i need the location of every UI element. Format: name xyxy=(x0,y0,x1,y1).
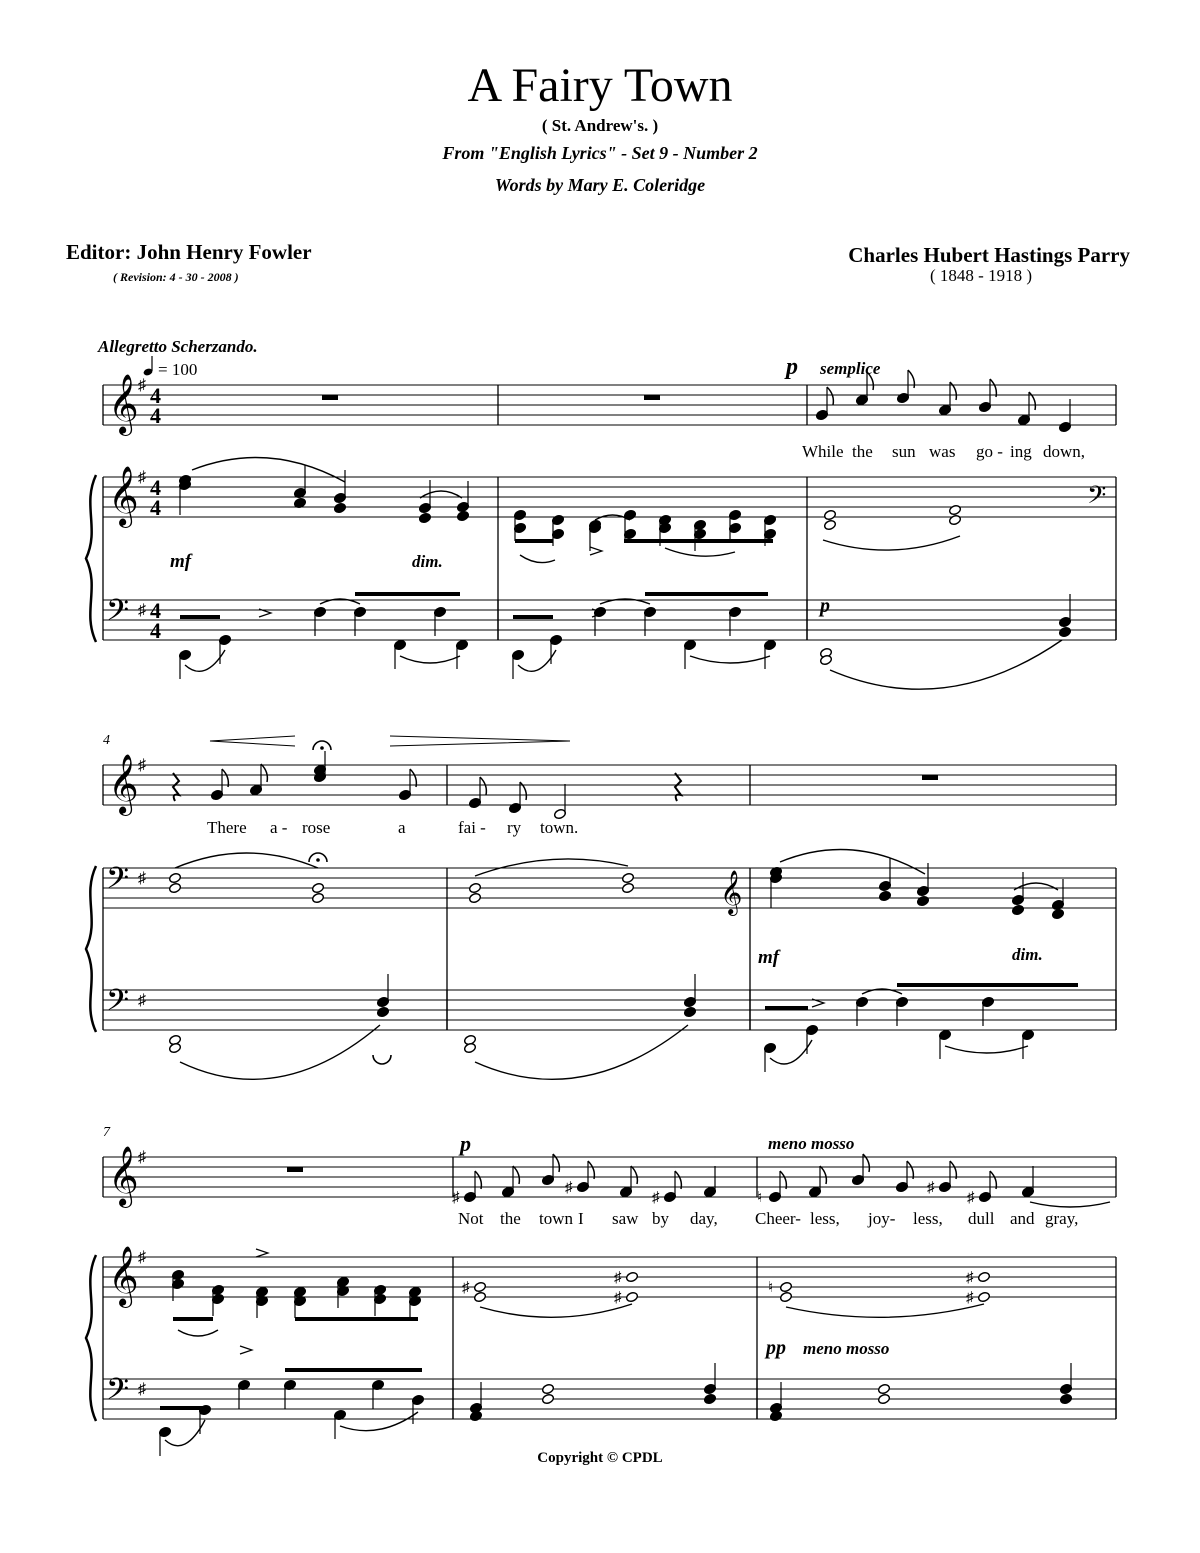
note-head xyxy=(168,1042,181,1054)
note-head xyxy=(916,895,929,907)
slur xyxy=(185,650,225,671)
lyric-syllable: the xyxy=(852,442,873,461)
dynamic-p: p xyxy=(786,354,798,380)
whole-rest xyxy=(322,395,338,400)
quarter-rest xyxy=(675,773,681,801)
lyric-syllable: gray, xyxy=(1045,1209,1079,1228)
diminuendo-hairpin xyxy=(390,736,570,746)
lyric-syllable: dull xyxy=(968,1209,995,1228)
note-head xyxy=(769,1410,782,1422)
note-head xyxy=(418,512,431,524)
slur xyxy=(340,1412,418,1431)
voice-staff xyxy=(103,736,1116,820)
time-signature-bottom: 4 xyxy=(150,618,161,643)
note-head xyxy=(877,1393,890,1405)
note-head xyxy=(1059,1393,1072,1405)
fermata-dot xyxy=(320,746,324,750)
slur xyxy=(830,640,1062,689)
accidental: ♯ xyxy=(452,1190,460,1206)
note-flag xyxy=(261,764,267,782)
note-flag xyxy=(990,1171,996,1189)
note-head xyxy=(333,502,346,514)
composer-name: Charles Hubert Hastings Parry xyxy=(848,243,1130,267)
piano-upper-staff xyxy=(86,1246,1116,1421)
lyric-syllable: down, xyxy=(1043,442,1086,461)
note-head xyxy=(621,872,634,884)
note-head xyxy=(625,1271,638,1283)
composer-years: ( 1848 - 1918 ) xyxy=(930,266,1032,285)
treble-clef: 𝄞 xyxy=(108,1148,139,1205)
lyric-syllable: a - xyxy=(270,818,288,837)
source-line: From "English Lyrics" - Set 9 - Number 2 xyxy=(442,143,758,163)
slur xyxy=(192,458,345,483)
time-signature-top: 4 xyxy=(150,383,161,408)
slur xyxy=(475,859,628,876)
note-head xyxy=(473,1281,486,1293)
note-flag xyxy=(631,1166,637,1184)
note-head xyxy=(948,514,961,526)
note-head xyxy=(977,1271,990,1283)
note-head xyxy=(823,519,836,531)
measure-number: 4 xyxy=(103,733,110,748)
note-flag xyxy=(990,379,996,397)
bass-clef: 𝄢 xyxy=(106,1373,130,1413)
piano-lower-staff xyxy=(103,974,1116,1079)
key-signature-sharp: ♯ xyxy=(138,1249,146,1266)
bass-clef: 𝄢 xyxy=(106,594,130,634)
expression-meno-mosso: meno mosso xyxy=(803,1339,890,1358)
lyricist-line: Words by Mary E. Coleridge xyxy=(494,175,706,195)
note-head xyxy=(948,504,961,516)
bass-clef: 𝄢 xyxy=(106,862,130,902)
note-flag xyxy=(907,1161,913,1179)
quarter-rest xyxy=(173,773,179,801)
note-head xyxy=(977,1291,990,1303)
lyrics-line xyxy=(207,818,578,837)
note-flag xyxy=(675,1171,681,1189)
note-flag xyxy=(588,1161,594,1179)
note-head xyxy=(541,1393,554,1405)
slur xyxy=(823,536,960,550)
piano-lower-staff xyxy=(103,594,1116,689)
key-signature-sharp: ♯ xyxy=(138,870,146,887)
note-head xyxy=(779,1281,792,1293)
key-signature-sharp: ♯ xyxy=(138,1149,146,1166)
note-flag xyxy=(827,387,833,405)
note-flag xyxy=(410,769,416,787)
note-head xyxy=(683,1006,696,1018)
lyric-syllable: I xyxy=(578,1209,584,1228)
lyric-syllable: sun xyxy=(892,442,916,461)
svg-text:= 100: = 100 xyxy=(158,360,198,379)
note-head xyxy=(877,1383,890,1395)
note-head xyxy=(621,882,634,894)
lyric-syllable: joy- xyxy=(868,1209,896,1228)
lyric-syllable: There xyxy=(207,818,247,837)
slur xyxy=(690,656,770,663)
note-flag xyxy=(513,1166,519,1184)
expression-semplice: semplice xyxy=(820,359,881,378)
piano-brace xyxy=(86,866,96,1032)
lyric-syllable: less, xyxy=(913,1209,943,1228)
accidental: ♯ xyxy=(966,1290,974,1306)
note-head xyxy=(463,1042,476,1054)
note-head xyxy=(168,882,181,894)
system-2 xyxy=(86,733,1116,1079)
slur xyxy=(780,850,925,875)
note-head xyxy=(541,1383,554,1395)
lyric-syllable: by xyxy=(652,1209,669,1228)
copyright-notice: Copyright © CPDL xyxy=(537,1450,663,1466)
accent xyxy=(590,547,602,555)
treble-clef-change: 𝄞 xyxy=(720,872,743,914)
whole-rest xyxy=(287,1167,303,1172)
accidental: ♯ xyxy=(652,1190,660,1206)
lyrics-line xyxy=(458,1209,1078,1228)
piano-upper-staff xyxy=(86,850,1116,1033)
fermata-below xyxy=(373,1055,391,1064)
revision-date: ( Revision: 4 - 30 - 2008 ) xyxy=(113,270,239,284)
note-head xyxy=(376,1006,389,1018)
slur xyxy=(400,656,460,663)
note-flag xyxy=(222,769,228,787)
slur xyxy=(480,1304,632,1317)
slur xyxy=(786,1304,984,1317)
lyric-syllable: and xyxy=(1010,1209,1035,1228)
note-head xyxy=(311,892,324,904)
key-signature-sharp: ♯ xyxy=(138,602,146,619)
system-1 xyxy=(86,354,1116,689)
key-signature-sharp: ♯ xyxy=(138,757,146,774)
crescendo-hairpin xyxy=(210,736,295,746)
note-head xyxy=(1051,908,1064,920)
accidental: ♯ xyxy=(927,1180,935,1196)
lyric-syllable: Not xyxy=(458,1209,484,1228)
slur xyxy=(1014,883,1058,890)
dynamic-p: p xyxy=(460,1131,471,1156)
treble-clef: 𝄞 xyxy=(108,1248,139,1305)
treble-clef: 𝄞 xyxy=(108,756,139,813)
song-title: A Fairy Town xyxy=(467,59,733,112)
slur xyxy=(770,1040,812,1064)
note-head xyxy=(625,1291,638,1303)
key-signature-sharp: ♯ xyxy=(138,1381,146,1398)
lyric-syllable: fai - xyxy=(458,818,486,837)
dynamic-mf: mf xyxy=(170,551,192,572)
accent xyxy=(240,1346,252,1354)
note-head xyxy=(168,872,181,884)
voice-staff xyxy=(103,1146,1116,1208)
dynamic-pp: pp xyxy=(766,1337,786,1359)
slur xyxy=(175,853,318,868)
note-head xyxy=(878,890,891,902)
note-head xyxy=(779,1291,792,1303)
fermata-dot xyxy=(316,858,320,862)
note-flag xyxy=(820,1166,826,1184)
accidental: ♯ xyxy=(462,1280,470,1296)
song-subtitle: ( St. Andrew's. ) xyxy=(541,116,659,135)
lyric-syllable: saw xyxy=(612,1209,639,1228)
whole-rest xyxy=(644,395,660,400)
slur xyxy=(180,1025,380,1079)
slur xyxy=(665,548,735,556)
slur xyxy=(1030,1202,1110,1207)
accidental: ♮ xyxy=(757,1190,763,1206)
note-head xyxy=(468,882,481,894)
slur xyxy=(178,1330,218,1336)
note-flag xyxy=(950,1161,956,1179)
piano-brace xyxy=(86,475,96,642)
accidental: ♯ xyxy=(967,1190,975,1206)
slur xyxy=(945,1046,1028,1053)
accent xyxy=(256,1249,268,1257)
lyric-syllable: Cheer- xyxy=(755,1209,801,1228)
lyric-syllable: a xyxy=(398,818,406,837)
slur xyxy=(520,555,555,563)
piano-lower-staff xyxy=(103,1346,1116,1456)
lyric-syllable: town. xyxy=(540,818,579,837)
accidental: ♯ xyxy=(614,1270,622,1286)
dynamic-dim: dim. xyxy=(1012,945,1043,964)
time-signature-bottom: 4 xyxy=(150,495,161,520)
time-signature-top: 4 xyxy=(150,475,161,500)
bass-clef-change: 𝄢 xyxy=(1087,482,1107,515)
note-head xyxy=(456,510,469,522)
lyric-syllable: the xyxy=(500,1209,521,1228)
whole-rest xyxy=(922,775,938,780)
slur xyxy=(165,1420,205,1446)
note-flag xyxy=(480,777,486,795)
dynamic-dim: dim. xyxy=(412,552,443,571)
lyric-syllable: ry xyxy=(507,818,522,837)
system-3 xyxy=(86,1125,1116,1456)
lyric-syllable: was xyxy=(929,442,956,461)
lyric-syllable: ing xyxy=(1010,442,1032,461)
key-signature-sharp: ♯ xyxy=(138,992,146,1009)
note-head xyxy=(1011,904,1024,916)
lyric-syllable: rose xyxy=(302,818,331,837)
note-head xyxy=(469,1410,482,1422)
note-head xyxy=(473,1291,486,1303)
lyric-syllable: While xyxy=(802,442,844,461)
dynamic-mf: mf xyxy=(758,947,780,968)
time-signature-bottom: 4 xyxy=(150,403,161,428)
accidental: ♯ xyxy=(966,1270,974,1286)
measure-number: 7 xyxy=(103,1125,110,1140)
lyrics-line xyxy=(802,442,1085,461)
note-head xyxy=(1058,626,1071,638)
metronome-mark xyxy=(143,356,198,379)
slur xyxy=(475,1025,688,1079)
editor-credit: Editor: John Henry Fowler xyxy=(66,240,312,264)
key-signature-sharp: ♯ xyxy=(138,469,146,486)
note-flag xyxy=(780,1171,786,1189)
time-signature-top: 4 xyxy=(150,598,161,623)
note-head xyxy=(468,892,481,904)
tempo-marking: Allegretto Scherzando. xyxy=(98,337,258,356)
note-head xyxy=(311,882,324,894)
treble-clef: 𝄞 xyxy=(108,376,139,433)
expression-meno-mosso: meno mosso xyxy=(768,1134,855,1153)
accidental: ♮ xyxy=(768,1280,774,1296)
note-head xyxy=(823,509,836,521)
accidental: ♯ xyxy=(565,1180,573,1196)
accidental: ♯ xyxy=(614,1290,622,1306)
note-flag xyxy=(475,1171,481,1189)
bass-clef: 𝄢 xyxy=(106,984,130,1024)
note-head xyxy=(703,1393,716,1405)
dynamic-p: p xyxy=(820,595,830,617)
voice-staff xyxy=(103,370,1116,436)
lyric-syllable: go - xyxy=(976,442,1003,461)
lyric-syllable: town xyxy=(539,1209,573,1228)
treble-clef: 𝄞 xyxy=(108,468,139,525)
lyric-syllable: day, xyxy=(690,1209,718,1228)
key-signature-sharp: ♯ xyxy=(138,377,146,394)
piano-brace xyxy=(86,1255,96,1421)
lyric-syllable: less, xyxy=(810,1209,840,1228)
